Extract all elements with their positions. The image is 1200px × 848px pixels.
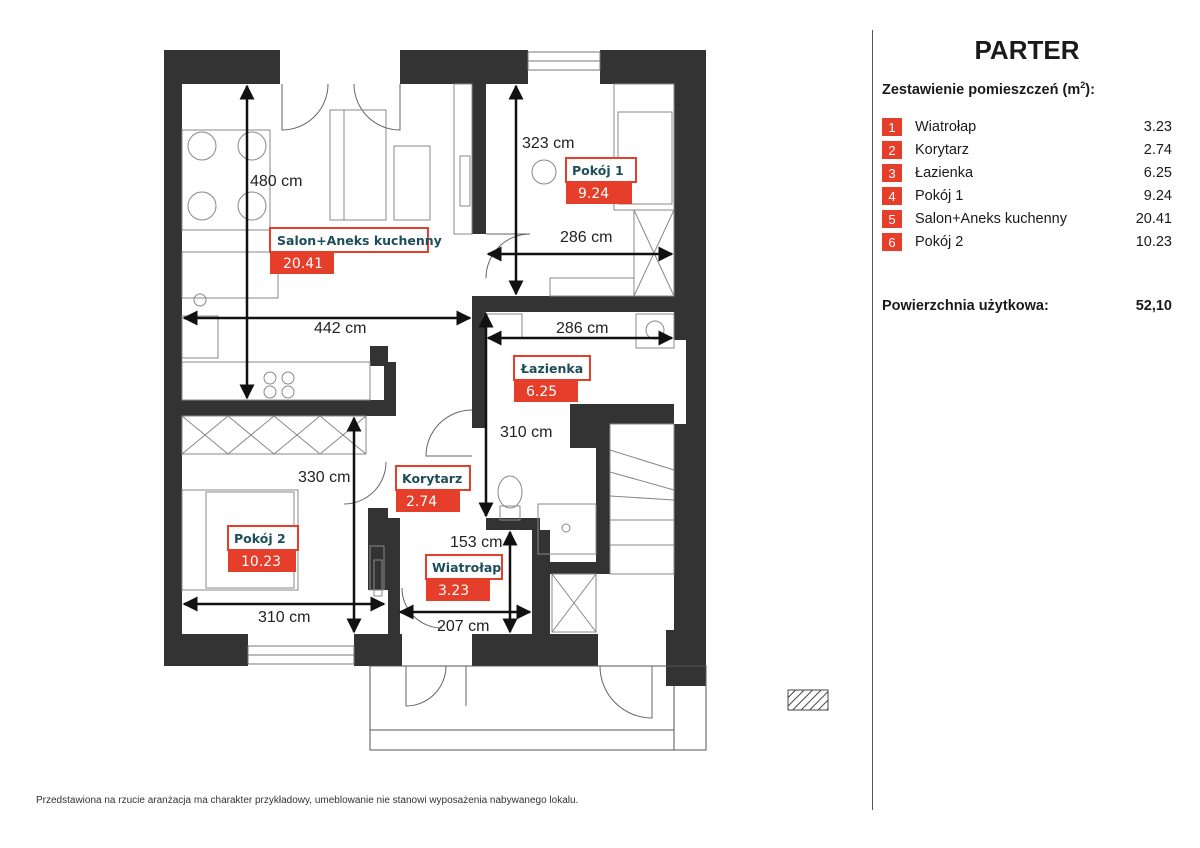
dim-wiatrolap-width: 207 cm	[437, 618, 490, 635]
floor-title: PARTER	[974, 35, 1080, 65]
dim-salon-height: 480 cm	[250, 173, 303, 190]
room-label-pokoj2-name: Pokój 2	[234, 531, 286, 546]
room-label-pokoj1-area: 9.24	[578, 186, 610, 202]
dim-lazienka-height: 310 cm	[500, 424, 553, 441]
room-label-lazienka-name: Łazienka	[521, 361, 584, 376]
room-name: Korytarz	[915, 142, 969, 159]
room-label-korytarz-name: Korytarz	[402, 471, 463, 486]
panel-divider	[872, 30, 873, 810]
total-value: 52,10	[1135, 297, 1172, 314]
room-label-korytarz	[396, 466, 470, 512]
room-name: Pokój 2	[915, 234, 964, 251]
room-label-pokoj2-area: 10.23	[241, 554, 282, 570]
room-label-salon	[270, 228, 442, 274]
room-number-badge: 2	[882, 141, 902, 159]
room-label-lazienka	[514, 356, 590, 402]
room-area: 6.25	[1143, 165, 1172, 182]
room-row	[882, 185, 1172, 208]
room-number-badge: 3	[882, 164, 902, 182]
room-number-badge: 1	[882, 118, 902, 136]
summary-panel	[882, 30, 1172, 314]
room-area: 10.23	[1135, 234, 1172, 251]
summary-heading	[882, 80, 1172, 98]
total-row	[882, 298, 1172, 314]
room-list	[882, 116, 1172, 254]
room-area: 3.23	[1143, 119, 1172, 136]
hatch-legend	[788, 690, 828, 710]
disclaimer-note: Przedstawiona na rzucie aranżacja ma charakter przykładowy, umeblowanie nie stanowi wyposażenia nabywanego lokalu.	[36, 795, 579, 806]
room-number-badge: 6	[882, 233, 902, 251]
room-row	[882, 162, 1172, 185]
dim-pokoj2-width: 310 cm	[258, 609, 311, 626]
dim-salon-width: 442 cm	[314, 320, 367, 337]
dim-pokoj2-height: 330 cm	[298, 469, 351, 486]
room-area: 9.24	[1143, 188, 1172, 205]
room-label-pokoj1	[566, 158, 636, 204]
room-number-badge: 4	[882, 187, 902, 205]
dim-pokoj1-height: 323 cm	[522, 135, 575, 152]
room-label-wiatrolap	[426, 555, 502, 601]
room-label-korytarz-area: 2.74	[406, 494, 438, 510]
room-row	[882, 231, 1172, 254]
dim-lazienka-width: 286 cm	[556, 320, 609, 337]
room-label-wiatrolap-area: 3.23	[438, 583, 470, 599]
dim-wiatrolap-height: 153 cm	[450, 534, 503, 551]
room-number-badge: 5	[882, 210, 902, 228]
room-name: Salon+Aneks kuchenny	[915, 211, 1067, 228]
room-label-wiatrolap-name: Wiatrołap	[432, 560, 502, 575]
room-label-pokoj2	[228, 526, 298, 572]
room-label-lazienka-area: 6.25	[526, 384, 558, 400]
summary-heading-sup: 2	[1080, 80, 1086, 90]
room-row	[882, 116, 1172, 139]
total-label: Powierzchnia użytkowa:	[882, 297, 1049, 314]
room-name: Pokój 1	[915, 188, 964, 205]
room-name: Wiatrołap	[915, 119, 977, 136]
room-row	[882, 139, 1172, 162]
room-row	[882, 208, 1172, 231]
dim-pokoj1-width: 286 cm	[560, 229, 613, 246]
room-area: 2.74	[1143, 142, 1172, 159]
summary-heading-text: Zestawienie pomieszczeń (m	[882, 81, 1081, 98]
room-label-pokoj1-name: Pokój 1	[572, 163, 624, 178]
terrace	[370, 666, 706, 750]
summary-heading-end: ):	[1085, 81, 1095, 98]
room-label-salon-name: Salon+Aneks kuchenny	[277, 233, 442, 248]
room-name: Łazienka	[915, 165, 974, 182]
room-area: 20.41	[1135, 211, 1172, 228]
room-label-salon-area: 20.41	[283, 256, 324, 272]
